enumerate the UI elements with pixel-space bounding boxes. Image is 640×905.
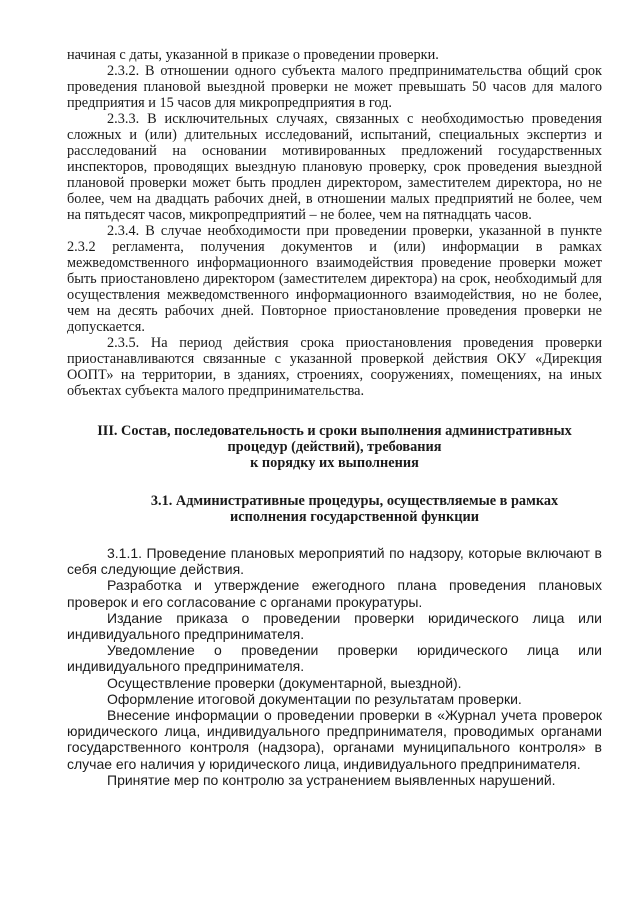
subsection-heading-line: 3.1. Административные процедуры, осуществляемые в рамках bbox=[150, 493, 559, 509]
list-item: Принятие мер по контролю за устранением выявленных нарушений. bbox=[107, 771, 556, 788]
paragraph-3-1-1: 3.1.1. Проведение плановых мероприятий по надзору, которые включают в себя следующие действия. bbox=[67, 545, 602, 578]
list-item: Оформление итоговой документации по результатам проверки. bbox=[107, 690, 522, 707]
list-item: Осуществление проверки (документарной, выездной). bbox=[107, 674, 462, 691]
paragraph-2-3-2: 2.3.2. В отношении одного субъекта малого предпринимательства общий срок проведения плановой выездной проверки не может превышать 50 часов для малого предприятия и 15 часов для микропредприятия в год. bbox=[67, 63, 602, 111]
section-heading-line: процедур (действий), требования bbox=[227, 439, 442, 455]
list-item: Издание приказа о проведении проверки юридического лица или индивидуального предпринимателя. bbox=[67, 609, 602, 643]
subsection-heading bbox=[67, 493, 602, 525]
list-item: Разработка и утверждение ежегодного плана проведения плановых проверок и его согласование с органами прокуратуры. bbox=[67, 577, 602, 610]
section-heading bbox=[67, 423, 602, 471]
list-item: Внесение информации о проведении проверки в «Журнал учета проверок юридического лица, индивидуального предпринимателя, проводимых органами государственного контроля (надзора), органами муниципального контроля» в случае его наличия у юридического лица, индивидуального предпринимателя. bbox=[67, 707, 602, 772]
section-heading-line: к порядку их выполнения bbox=[250, 455, 419, 471]
section-heading-line: III. Состав, последовательность и сроки выполнения административных bbox=[97, 423, 572, 439]
paragraph-2-3-3: 2.3.3. В исключительных случаях, связанных с необходимостью проведения сложных и (или) длительных исследований, испытаний, специальных экспертиз и расследований на основании мотивированных предложений государственных инспекторов, проводящих выездную плановую проверку, срок проведения выездной плановой проверки может быть продлен директором, заместителем директора, но не более, чем на двадцать рабочих дней, в отношении малых предприятий не более, чем на пятьдесят часов, микропредприятий – не более, чем на пятнадцать часов. bbox=[67, 111, 602, 223]
paragraph-2-3-4: 2.3.4. В случае необходимости при проведении проверки, указанной в пункте 2.3.2 регламента, получения документов и (или) информации в рамках межведомственного информационного взаимодействия проведение проверки может быть приостановлено директором (заместителем директора) на срок, необходимый для осуществления межведомственного информационного взаимодействия, но не более, чем на десять рабочих дней. Повторное приостановление проведения проверки не допускается. bbox=[67, 223, 602, 335]
subsection-heading-line: исполнения государственной функции bbox=[230, 509, 479, 525]
paragraph-2-3-5: 2.3.5. На период действия срока приостановления проведения проверки приостанавливаются связанные с указанной проверкой действия ОКУ «Дирекция ООПТ» на территории, в зданиях, строениях, сооружениях, помещениях, на иных объектах субъекта малого предпринимательства. bbox=[67, 335, 602, 399]
section-3-body bbox=[67, 545, 602, 788]
list-item: Уведомление о проведении проверки юридического лица или индивидуального предпринимателя. bbox=[67, 642, 602, 675]
paragraph-continuation: начиная с даты, указанной в приказе о проведении проверки. bbox=[67, 47, 439, 63]
